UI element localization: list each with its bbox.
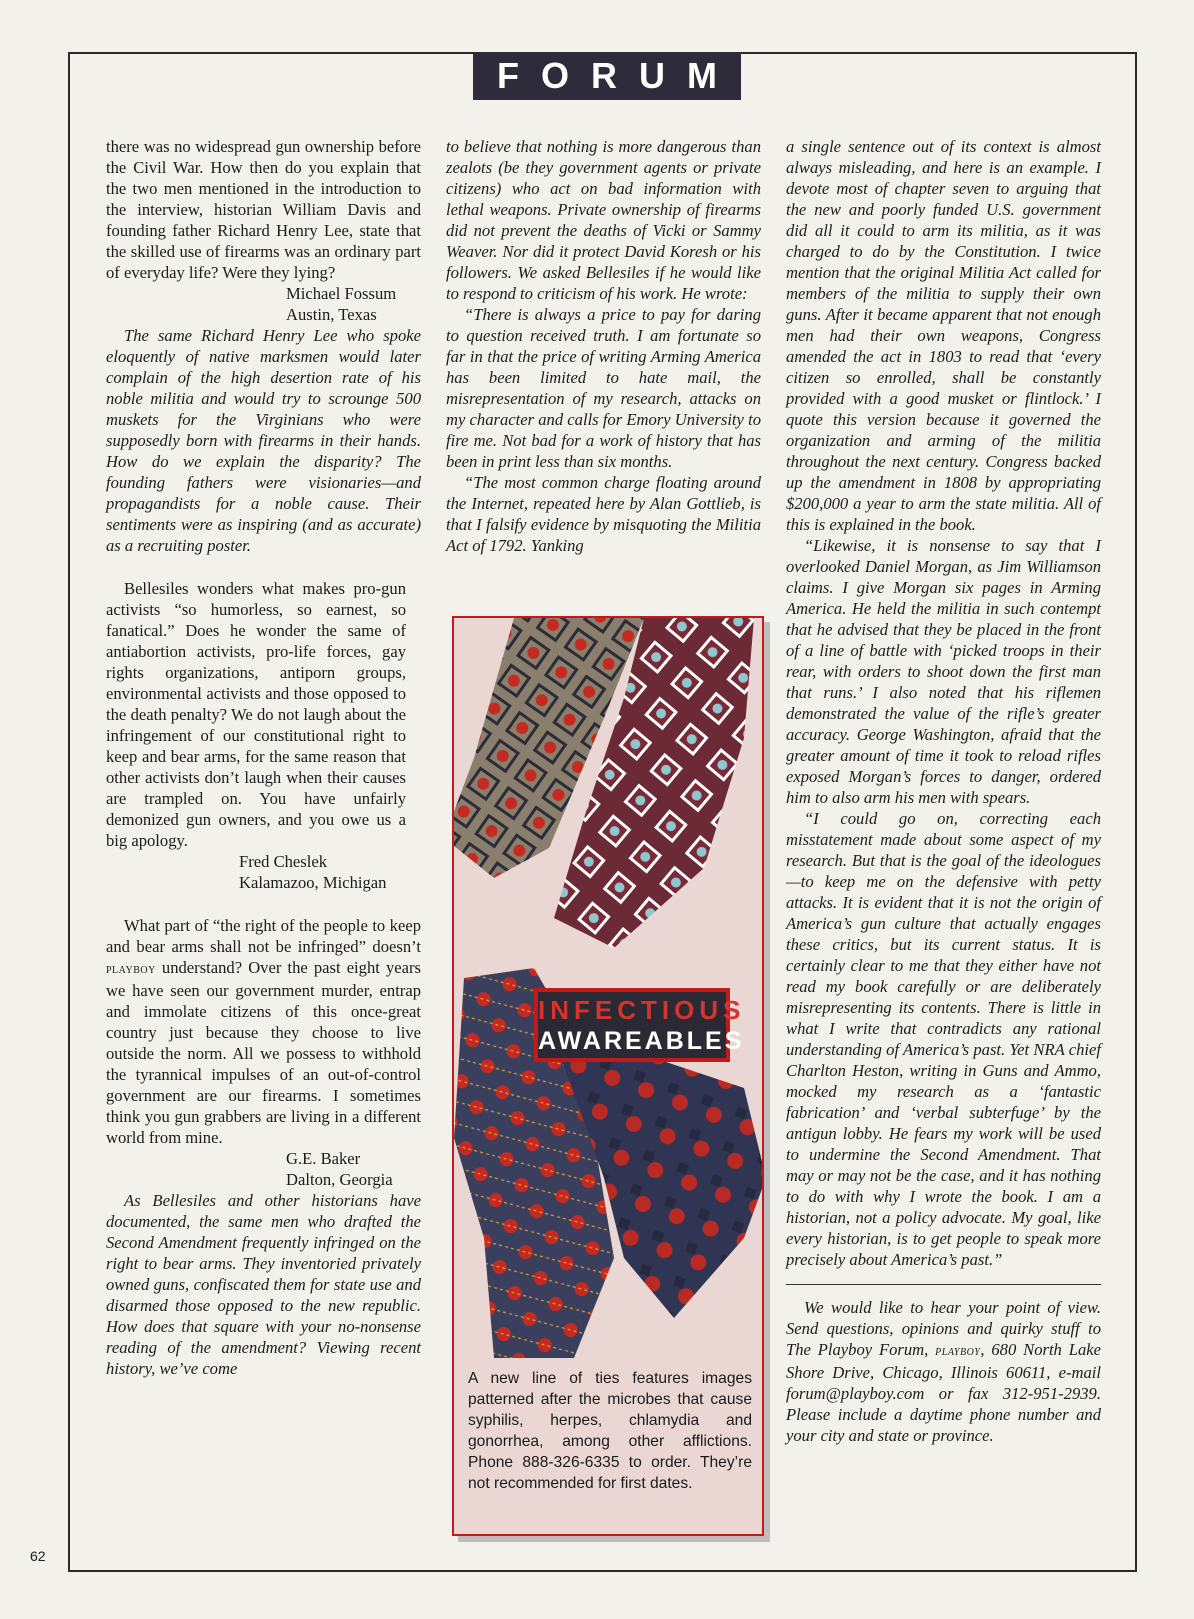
bellesiles-response: “The most common charge floating around the Internet, repeated here by Alan Gottlieb, is that I falsify evidence by misquoting the Militia Act of 1792. Yanking	[446, 473, 761, 555]
bellesiles-response: a single sentence out of its context is almost always misleading, and here is an example. I devote most of chapter seven to arguing that the new and poorly funded U.S. government did all it could to arm its militia, as it was charged to do by the Constitution. I twice mention that the original Militia Act called for members of the militia to supply their own guns. After it became apparent that not enough men had their own weapons, Congress amended the act in 1803 to read that ‘every citizen so enrolled, shall be constantly provided with a good musket or flintlock.’ I quote this version because it governed the organization and arming of the militia throughout the next century. Congress backed up the amendment in 1808 by appropriating $200,000 a year to arm the state militia. All of this is explained in the book.	[786, 137, 1101, 534]
column-3	[786, 136, 1101, 1446]
editor-reply: As Bellesiles and other historians have documented, the same men who drafted the Second Amendment frequently infringed on the right to bear arms. They inventoried privately owned guns, confiscated them for state use and disarmed those opposed to the new republic. How does that square with your no-nonsense reading of the amendment? Viewing recent history, we’ve come	[106, 1191, 421, 1378]
signature-place: Kalamazoo, Michigan	[239, 873, 387, 892]
playboy-smallcaps: playboy	[935, 1344, 981, 1359]
bellesiles-response: “Likewise, it is nonsense to say that I overlooked Daniel Morgan, as Jim Williamson claims. I give Morgan six pages in Arming America. He held the militia in such contempt that he advised that they be placed in the front of a line of battle with ‘picked troops in their rear, with orders to shoot down the first man that runs.’ I also noted that his riflemen demonstrated the value of the rifle’s greater accuracy. George Washington, afraid that the greater amount of time it took to reload rifles exposed Morgan’s forces to danger, ordered him to also arm his men with spears.	[786, 536, 1101, 807]
letter-fossum: there was no widespread gun ownership before the Civil War. How then do you explain that the two men mentioned in the introduction to the interview, historian William Davis and founding father Richard Henry Lee, state that the skilled use of firearms was an ordinary part of everyday life? Were they lying?	[106, 137, 421, 282]
signature-name: Fred Cheslek	[239, 852, 328, 871]
banner-line-2: AWAREABLES	[538, 1027, 745, 1055]
letter-cheslek: Bellesiles wonders what makes pro-gun activists “so humorless, so earnest, so fanatical.” Does he wonder the same of antiabortion activists, pro-life forces, gay rights organizations, antiporn groups, environmental activists and those opposed to the death penalty? We do not laugh about the infringement of our constitutional right to keep and bear arms, for the same reason that other activists don’t laugh when their causes are trampled on. You have unfairly demonized gun owners, and you owe us a big apology.	[106, 579, 406, 850]
page-number: 62	[30, 1548, 46, 1564]
forum-closing: We would like to hear your point of view. Send questions, opinions and quirky stuff to The Playboy Forum, playboy, 680 North Lake Shore Drive, Chicago, Illinois 60611, e-mail forum@playboy.com or fax 312-951-2939. Please include a daytime phone number and your city and state or province.	[786, 1298, 1101, 1445]
inset-caption: A new line of ties features images patterned after the microbes that cause syphilis, herpes, chlamydia and gonorrhea, among other afflictions. Phone 888-326-6335 to order. They’re not recommended for first dates.	[468, 1370, 752, 1492]
letter-baker: What part of “the right of the people to keep and bear arms shall not be infringed” doesn’t playboy understand? Over the past eight years we have seen our government murder, entrap and immolate citizens of this once-great country just because they choose to live outside the norm. All we possess to withhold the tyrannical impulses of an out-of-control government are our firearms. I sometimes think you gun grabbers are living in a different world from mine.	[106, 916, 421, 1147]
signature-place: Dalton, Georgia	[286, 1170, 393, 1189]
forum-masthead: FORUM	[473, 52, 741, 100]
bellesiles-response: “I could go on, correcting each misstatement made about some aspect of my research. But that is the goal of the ideologues—to keep me on the defensive with petty attacks. It is evident that it is not the origin of America’s gun culture that actually engages these critics, but its current status. It is certainly clear to me that they either have not read my book carefully or are deliberately misrepresenting its contents. There is little in what I write that contradicts any rational understanding of America’s past. Yet NRA chief Charlton Heston, writing in Guns and Ammo, mocked my research as a ‘fantastic fabrication’ and ‘verbal subterfuge’ by the antigun lobby. He fears my work will be used to undermine the Second Amendment. That may or may not be the case, and it has nothing to do with why I wrote the book. I am a historian, not a policy advocate. My goal, like every historian, is to get people to speak more precisely about America’s past.”	[786, 809, 1101, 1269]
playboy-smallcaps: playboy	[106, 962, 156, 977]
column-1	[106, 136, 421, 1379]
column-2	[446, 136, 761, 556]
infectious-awareables-banner	[534, 988, 746, 1062]
editor-reply: The same Richard Henry Lee who spoke eloquently of native marksmen would later complain of the high desertion rate of his noble militia and would try to scrounge 500 muskets for the Virginians who were supposedly born with firearms in their hands. How do we explain the disparity? The founding fathers were visionaries—and propagandists for a noble cause. Their sentiments were as inspiring (and as accurate) as a recruiting poster.	[106, 326, 421, 555]
signature-place: Austin, Texas	[286, 305, 377, 324]
banner-line-1: INFECTIOUS	[538, 995, 746, 1025]
signature-name: Michael Fossum	[286, 284, 397, 303]
divider	[786, 1284, 1101, 1285]
editor-text: to believe that nothing is more dangerous than zealots (be they government agents or private citizens) who act on bad information with lethal weapons. Private ownership of firearms did not prevent the deaths of Vicki or Sammy Weaver. Nor did it protect David Koresh or his followers. We asked Bellesiles if he would like to respond to criticism of his work. He wrote:	[446, 137, 761, 303]
ties-inset	[452, 616, 764, 1536]
bellesiles-response: “There is always a price to pay for daring to question received truth. I am fortunate so far in that the price of writing Arming America has been limited to hate mail, the misrepresentation of my research, attacks on my character and calls for Emory University to fire me. Not bad for a work of history that has been in print less than six months.	[446, 305, 761, 471]
signature-name: G.E. Baker	[286, 1149, 361, 1168]
